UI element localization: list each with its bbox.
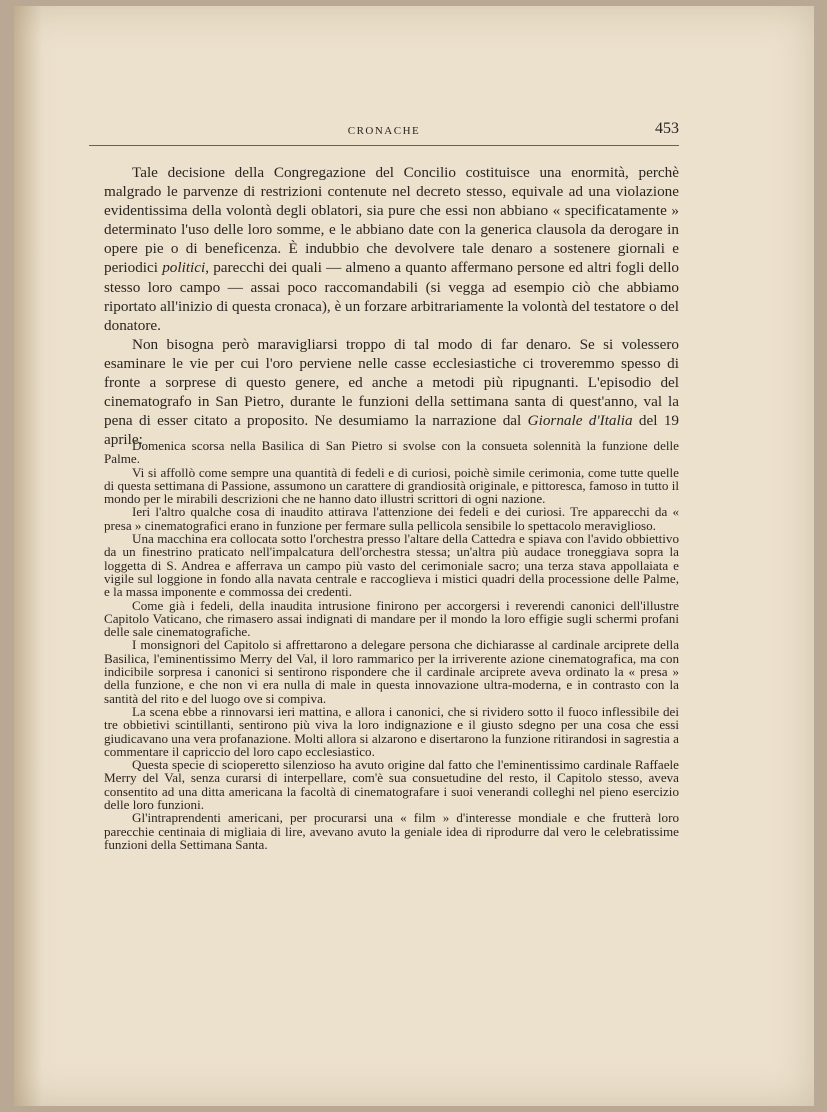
page-header — [89, 119, 679, 146]
quote-paragraph-9: Gl'intraprendenti americani, per procurarsi una « film » d'interesse mondiale e che frutterà loro parecchie centinaia di migliaia di lire, avevano avuto la geniale idea di riprodurre dal vero le celebratissime funzioni della Settimana Santa. — [104, 810, 679, 852]
book-page — [14, 6, 814, 1106]
quote-paragraph-1: Domenica scorsa nella Basilica di San Pietro si svolse con la consueta solennità la funzione delle Palme. — [104, 438, 679, 467]
page-edge-shadow — [14, 6, 42, 1106]
paragraph-1-end: , parecchi dei quali — almeno a quanto affermano persone ed altri fogli dello stesso loro campo — assai poco raccomandabili (si vegga ad esempio ciò che abbiamo riportato all'inizio di questa cronaca), è un forzare arbitrariamente la volontà del testatore o del donatore. — [104, 259, 680, 334]
quote-paragraph-5: Come già i fedeli, della inaudita intrusione finirono per accorgersi i reverendi canonici dell'illustre Capitolo Vaticano, che rimasero assai indignati di mandare per il mondo la loro effigie sugli schermi profani delle sale cinematografiche. — [104, 597, 679, 640]
page-number: 453 — [655, 120, 679, 137]
italic-politici: politici — [162, 259, 206, 277]
main-text — [104, 163, 679, 449]
quote-paragraph-7: La scena ebbe a rinnovarsi ieri mattina, e allora i canonici, che si rividero sotto il fuoco inflessibile dei tre obbietivi scintillanti, sentirono più viva la loro indignazione e il giusto sdegno per una cosa che essi giudicavano una vera profanazione. Molti allora si alzarono e disertarono la funzione ritirandosi in sagrestia a commentare il capriccio del loro capo ecclesiastico. — [104, 703, 679, 759]
paragraph-2-end: del 19 aprile: — [104, 412, 680, 449]
quote-paragraph-4: Una macchina era collocata sotto l'orchestra presso l'altare della Cattedra e spiava con l'avido obbiettivo da un finestrino praticato nell'impalcatura dell'orchestra stessa; un'altra più audace troneggiava sopra la loggetta di S. Andrea e afferrava un campo più vasto del cerimoniale sacro; una terza stava appollaiata e vigile sul loggione in fondo alla navata centrale e raccoglieva i mistici quadri della processione delle Palme, e la massa imponente e commossa dei credenti. — [104, 531, 679, 600]
italic-newspaper-title: Giornale d'Italia — [527, 412, 633, 430]
quote-paragraph-3: Ieri l'altro qualche cosa di inaudito attirava l'attenzione dei fedeli e dei curiosi. Tre apparecchi da « presa » cinematografici erano in funzione per fermare sulla pellicola sensibile lo spettacolo meraviglioso. — [104, 504, 679, 533]
quoted-article — [104, 439, 679, 851]
paragraph-2-text: Non bisogna però maravigliarsi troppo di tal modo di far denaro. Se si volessero esaminare le vie per cui l'oro perviene nelle casse ecclesiastiche ci troveremmo spesso di fronte a sorprese di questo genere, ed anche a metodi più ripugnanti. L'episodio del cinematografo in San Pietro, durante le funzioni della settimana santa di quest'anno, val la pena di esser citato a proposito. Ne desumiamo la narrazione dal — [104, 335, 679, 430]
quote-paragraph-8: Questa specie di scioperetto silenzioso ha avuto origine dal fatto che l'eminentissimo cardinale Raffaele Merry del Val, senza curarsi di interpellare, com'è sua consuetudine del resto, il Capitolo stesso, aveva consentito ad una ditta americana la facoltà di cinematografare i suoi venerandi colleghi nel pieno esercizio delle loro funzioni. — [104, 757, 679, 813]
quote-paragraph-2: Vi si affollò come sempre una quantità di fedeli e di curiosi, poichè simile cerimonia, come tutte quelle di questa settimana di Passione, assumono un carattere di grandiosità originale, e pittoresca, famoso in tutto il mondo per le mirabili descrizioni che ne hanno dato illustri scrittori di ogni nazione. — [104, 464, 679, 507]
running-head: CRONACHE — [347, 125, 421, 137]
paragraph-2 — [104, 335, 679, 450]
quote-paragraph-6: I monsignori del Capitolo si affrettarono a delegare persona che dichiarasse al cardinale arciprete della Basilica, l'eminentissimo Merry del Val, il loro rammarico per la irriverente azione cinematografica, ma con indicibile sorpresa i canonici si sentirono rispondere che il cardinale arciprete aveva ordinato la « presa » della funzione, e che non vi era nulla di male in questa innovazione ultra-moderna, e in contrasto con la santità del rito e del luogo ove si compiva. — [104, 637, 679, 706]
paragraph-1-text: Tale decisione della Congregazione del Concilio costituisce una enormità, perchè malgrado le parvenze di restrizioni contenute nel decreto stesso, equivale ad una violazione evidentissima della volontà degli oblatori, sia pure che essi non abbiano « specificatamente » determinato l'uso delle loro somme, e le abbiano date con la generica clausola da derogare in opere pie o di beneficenza. È indubbio che devolvere tale denaro a sostenere giornali e periodici — [104, 164, 679, 277]
paragraph-1 — [104, 163, 679, 335]
